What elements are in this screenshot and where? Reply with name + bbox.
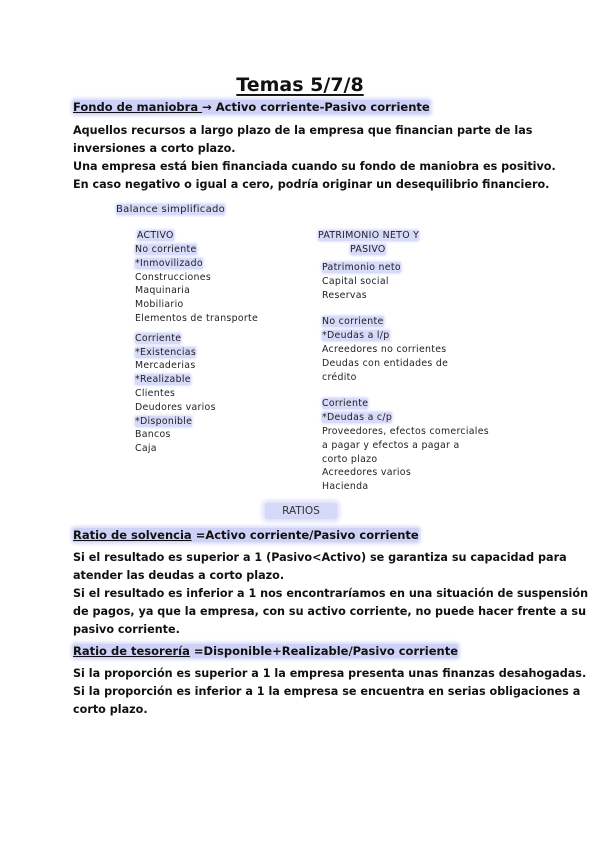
solvencia-line: atender las deudas a corto plazo. (73, 569, 285, 582)
tesoreria-paragraph (73, 665, 587, 719)
fondo-line: inversiones a corto plazo. (73, 142, 236, 155)
tesoreria-heading-term: Ratio de tesorería (73, 644, 190, 658)
pasivo-item: Capital social (322, 275, 389, 287)
pasivo-item: corto plazo (322, 453, 378, 465)
fondo-line: Aquellos recursos a largo plazo de la empresa que financian parte de las (73, 124, 533, 137)
pasivo-item: Patrimonio neto (322, 262, 401, 273)
activo-item: Clientes (135, 387, 176, 399)
pasivo-item: No corriente (322, 316, 384, 328)
activo-item: Bancos (135, 429, 171, 441)
pasivo-item: Proveedores, efectos comerciales (322, 425, 489, 437)
solvencia-heading-term: Ratio de solvencia (73, 528, 192, 542)
activo-item: *Inmovilizado (135, 257, 203, 269)
pasivo-item: Acreedores varios (322, 467, 412, 479)
pasivo-column (322, 261, 489, 494)
solvencia-line: pasivo corriente. (73, 623, 180, 636)
solvencia-paragraph (73, 549, 589, 639)
activo-item: Caja (135, 443, 157, 455)
solvencia-heading-formula: =Activo corriente/Pasivo corriente (191, 528, 419, 542)
pasivo-item: Acreedores no corrientes (322, 343, 447, 355)
balance-title: Balance simplificado (116, 204, 226, 215)
fondo-heading (73, 100, 430, 114)
tesoreria-line: corto plazo. (73, 703, 148, 716)
fondo-line: Una empresa está bien financiada cuando su fondo de maniobra es positivo. (73, 160, 556, 173)
pasivo-item: a pagar y efectos a pagar a (322, 439, 460, 451)
activo-column (135, 243, 258, 456)
pasivo-item: Hacienda (322, 481, 369, 493)
fondo-paragraph (73, 122, 573, 194)
activo-item: Mercaderias (135, 360, 196, 372)
activo-item: Maquinaria (135, 285, 191, 297)
fondo-heading-formula: → Activo corriente-Pasivo corriente (202, 100, 430, 114)
tesoreria-heading-formula: =Disponible+Realizable/Pasivo corriente (189, 644, 459, 658)
solvencia-line: de pagos, ya que la empresa, con su activo corriente, no puede hacer frente a su (73, 605, 587, 618)
activo-item: *Existencias (135, 346, 197, 358)
pasivo-item (322, 302, 489, 315)
pasivo-item: Reservas (322, 289, 367, 301)
tesoreria-line: Si la proporción es inferior a 1 la empresa se encuentra en serias obligaciones a (73, 685, 581, 698)
activo-item: No corriente (135, 244, 197, 255)
pasivo-item: *Deudas a c/p (322, 412, 393, 424)
page-title: Temas 5/7/8 (236, 74, 364, 96)
pasivo-item (322, 384, 489, 397)
fondo-line: En caso negativo o igual a cero, podría originar un desequilibrio financiero. (73, 178, 550, 191)
activo-item: Deudores varios (135, 401, 216, 413)
pasivo-item: *Deudas a l/p (322, 330, 390, 342)
pasivo-item: crédito (322, 371, 357, 383)
activo-item: Corriente (135, 332, 182, 344)
fondo-heading-term: Fondo de maniobra (73, 100, 203, 114)
tesoreria-heading (73, 644, 458, 658)
activo-item: *Disponible (135, 415, 193, 427)
pasivo-item: Corriente (322, 398, 369, 410)
pasivo-item: Deudas con entidades de (322, 357, 449, 369)
pasivo-header: PATRIMONIO NETO Y PASIVO (318, 230, 420, 255)
tesoreria-line: Si la proporción es superior a 1 la empresa presenta unas finanzas desahogadas. (73, 667, 587, 680)
activo-item: *Realizable (135, 374, 191, 386)
solvencia-heading (73, 528, 419, 542)
activo-header: ACTIVO (137, 230, 174, 241)
ratios-label: RATIOS (265, 503, 337, 519)
solvencia-line: Si el resultado es inferior a 1 nos encontraríamos en una situación de suspensión (73, 587, 589, 600)
activo-item: Elementos de transporte (135, 312, 259, 324)
solvencia-line: Si el resultado es superior a 1 (Pasivo<Activo) se garantiza su capacidad para (73, 551, 567, 564)
activo-item: Mobiliario (135, 299, 184, 311)
activo-item: Construcciones (135, 271, 212, 283)
